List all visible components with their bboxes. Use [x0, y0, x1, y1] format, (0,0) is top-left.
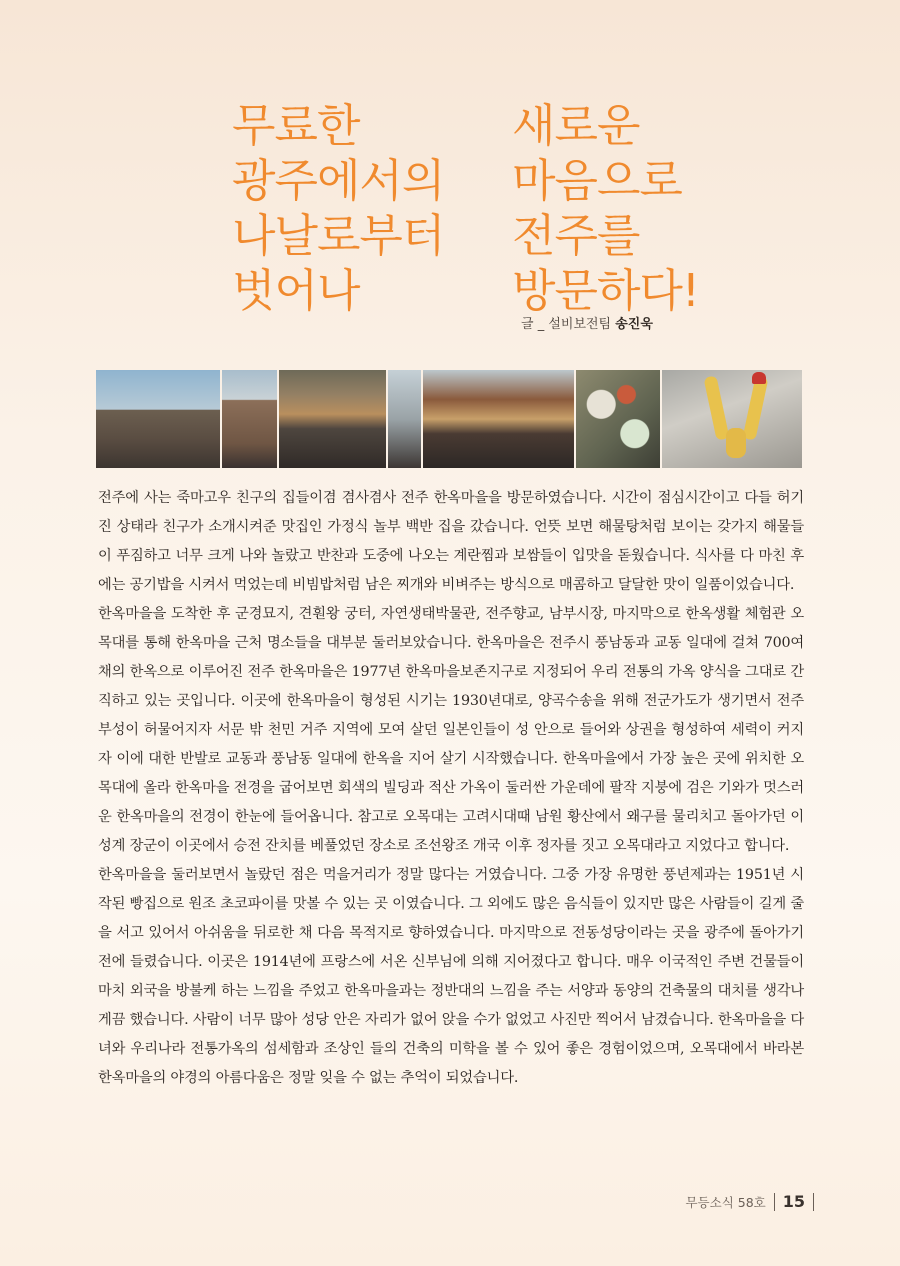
byline-author: 송진욱 — [615, 317, 653, 332]
title-line: 광주에서의 — [232, 154, 445, 207]
photo-village-street — [423, 370, 574, 468]
photo-bakery-queue — [279, 370, 386, 468]
photo-cathedral — [222, 370, 277, 468]
photo-hanok-village-landmark — [96, 370, 220, 468]
paragraph: 한옥마을을 도착한 후 군경묘지, 견훤왕 궁터, 자연생태박물관, 전주향교, 남부시장, 마지막으로 한옥생활 체험관 오목대를 통해 한옥마을 근처 명소들을 대부분 둘러보았습니다. 한옥마을은 전주시 풍남동과 교동 일대에 걸쳐 700여 채의 한옥으로 이루어진 전주 한옥마을은 1977년 한옥마을보존지구로 지정되어 우리 전통의 가옥 양식을 그대로 간직하고 있는 곳입니다. 이곳에 한옥마을이 형성된 시기는 1930년대로, 양곡수송을 위해 전군가도가 생기면서 전주부성이 허물어지자 서문 밖 천민 거주 지역에 모여 살던 일본인들이 성 안으로 들어와 상권을 형성하여 세력이 커지자 이에 대한 반발로 교동과 풍남동 일대에 한옥을 지어 살기 시작했습니다. 한옥마을에서 가장 높은 곳에 위치한 오목대에 올라 한옥마을 전경을 굽어보면 회색의 빌딩과 적산 가옥이 둘러싼 가운데에 팔작 지붕에 검은 기와가 멋스러운 한옥마을의 전경이 한눈에 들어옵니다. 참고로 오목대는 고려시대때 남원 황산에서 왜구를 물리치고 돌아가던 이성계 장군이 이곳에서 승전 잔치를 베풀었던 장소로 조선왕조 개국 이후 정자를 짓고 오목대라고 지었다고 합니다. — [98, 606, 804, 854]
title-line: 벗어나 — [232, 264, 360, 317]
photo-street-lamp — [388, 370, 421, 468]
publication-name: 무등소식 58호 — [685, 1194, 766, 1210]
snack-shape — [710, 376, 762, 462]
divider — [774, 1193, 775, 1211]
byline-prefix: 글 _ 설비보전팀 — [521, 317, 616, 332]
divider — [813, 1193, 814, 1211]
title-line: 무료한 — [232, 99, 360, 152]
title-left-column — [232, 98, 444, 318]
title-line: 새로운 — [512, 99, 640, 152]
photo-yellow-snack — [662, 370, 802, 468]
title-line: 마음으로 — [512, 154, 682, 207]
page-number: 15 — [782, 1192, 805, 1211]
title-line: 전주를 — [512, 209, 640, 262]
article-body — [98, 484, 804, 1093]
title-line: 나날로부터 — [232, 209, 445, 262]
title-right-column — [512, 98, 699, 318]
photo-banchan-table — [576, 370, 660, 468]
page-footer — [685, 1192, 814, 1211]
paragraph: 전주에 사는 죽마고우 친구의 집들이겸 겸사겸사 전주 한옥마을을 방문하였습니다. 시간이 점심시간이고 다들 허기진 상태라 친구가 소개시켜준 맛집인 가정식 놀부 백반 집을 갔습니다. 언뜻 보면 해물탕처럼 보이는 갖가지 해물들이 푸짐하고 너무 크게 나와 놀랐고 반찬과 도중에 나오는 계란찜과 보쌈들이 입맛을 돋웠습니다. 식사를 다 마친 후에는 공기밥을 시켜서 먹었는데 비빔밥처럼 남은 찌개와 비벼주는 방식으로 매콤하고 달달한 맛이 일품이었습니다. — [98, 490, 804, 593]
photo-strip — [96, 370, 802, 468]
title-line: 방문하다! — [512, 264, 699, 317]
paragraph: 한옥마을을 둘러보면서 놀랐던 점은 먹을거리가 정말 많다는 거였습니다. 그중 가장 유명한 풍년제과는 1951년 시작된 빵집으로 원조 초코파이를 맛볼 수 있는 곳 이였습니다. 그 외에도 많은 음식들이 있지만 많은 사람들이 길게 줄을 서고 있어서 아쉬움을 뒤로한 채 다음 목적지로 향하였습니다. 마지막으로 전동성당이라는 곳을 광주에 돌아가기 전에 들렸습니다. 이곳은 1914년에 프랑스에 서온 신부님에 의해 지어졌다고 합니다. 매우 이국적인 주변 건물들이 마치 외국을 방불케 하는 느낌을 주었고 한옥마을과는 정반대의 느낌을 주는 서양과 동양의 건축물의 대치를 생각나게끔 했습니다. 사람이 너무 많아 성당 안은 자리가 없어 앉을 수가 없었고 사진만 찍어서 남겼습니다. 한옥마을을 다녀와 우리나라 전통가옥의 섬세함과 조상인 들의 건축의 미학을 볼 수 있어 좋은 경험이었으며, 오목대에서 바라본 한옥마을의 야경의 아름다움은 정말 잊을 수 없는 추억이 되었습니다. — [98, 867, 804, 1086]
byline — [521, 313, 653, 332]
